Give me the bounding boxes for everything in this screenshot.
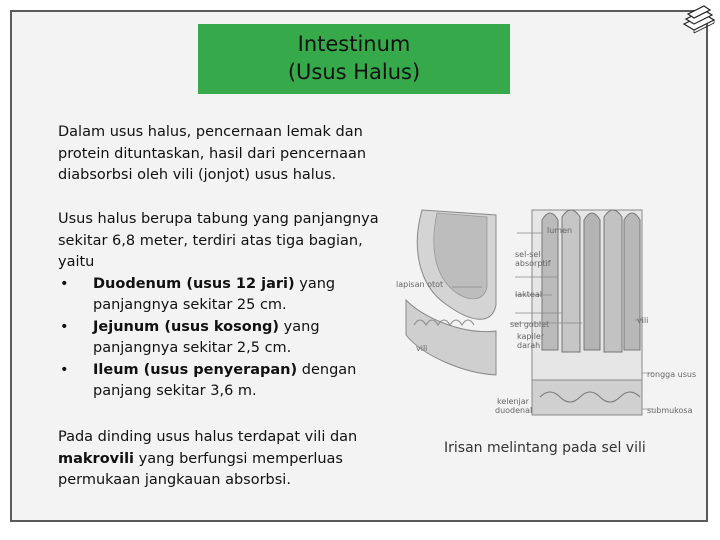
label-vili-right: vili <box>637 316 649 325</box>
label-lapisan-otot: lapisan otot <box>396 280 444 289</box>
bullet-item-ileum <box>58 360 388 403</box>
slide-title <box>198 24 510 94</box>
label-absorptif: absorptif <box>515 259 551 268</box>
label-kelenjar: kelenjar <box>497 397 529 406</box>
bullet-dot: • <box>60 275 69 292</box>
label-lakteal: lakteal <box>515 290 542 299</box>
villus-cross-section-figure <box>392 205 710 420</box>
label-kapiler: kapiler <box>517 332 545 341</box>
label-darah: darah <box>517 341 541 350</box>
label-duodenal: duodenal <box>495 406 533 415</box>
paragraph-3-part-1: Pada dinding usus halus terdapat vili dan <box>58 429 358 445</box>
label-vili-left: vili <box>416 344 428 353</box>
paragraph-3 <box>58 427 388 492</box>
stacked-books-icon <box>682 4 716 34</box>
paragraph-3-part-2: yang berfungsi memperluas permukaan jangkauan absorbsi. <box>58 450 343 488</box>
paragraph-3-bold: makrovili <box>58 450 135 467</box>
bullet-item-duodenum <box>58 274 388 317</box>
paragraph-2-intro: Usus halus berupa tabung yang panjangnya sekitar 6,8 meter, terdiri atas tiga bagian, yaitu <box>58 211 379 270</box>
bullet-item-jejunum <box>58 317 388 360</box>
bullet-desc: dengan panjang sekitar 3,6 m. <box>93 361 357 399</box>
label-sel-sel: sel-sel <box>515 250 541 259</box>
label-rongga-usus: rongga usus <box>647 370 697 379</box>
bullet-list <box>58 274 388 403</box>
label-lumen: lumen <box>547 226 573 235</box>
bullet-term: Jejunum (usus kosong) <box>93 318 280 335</box>
paragraph-2 <box>58 209 388 403</box>
title-line-1: Intestinum <box>297 32 411 56</box>
bullet-term: Duodenum (usus 12 jari) <box>93 275 295 292</box>
villi-block-illustration <box>532 210 642 415</box>
bullet-desc: yang panjangnya sekitar 2,5 cm. <box>93 318 320 356</box>
title-line-2: (Usus Halus) <box>287 60 421 84</box>
figure-caption: Irisan melintang pada sel vili <box>444 440 646 456</box>
paragraph-1: Dalam usus halus, pencernaan lemak dan protein dituntaskan, hasil dari pencernaan diabsorbsi oleh vili (jonjot) usus halus. <box>58 124 367 183</box>
label-sel-goblet: sel goblet <box>510 320 550 329</box>
bullet-dot: • <box>60 361 69 378</box>
bullet-dot: • <box>60 318 69 335</box>
bullet-term: Ileum (usus penyerapan) <box>93 361 298 378</box>
bullet-desc: yang panjangnya sekitar 25 cm. <box>93 275 336 313</box>
label-submukosa: submukosa <box>647 406 693 415</box>
